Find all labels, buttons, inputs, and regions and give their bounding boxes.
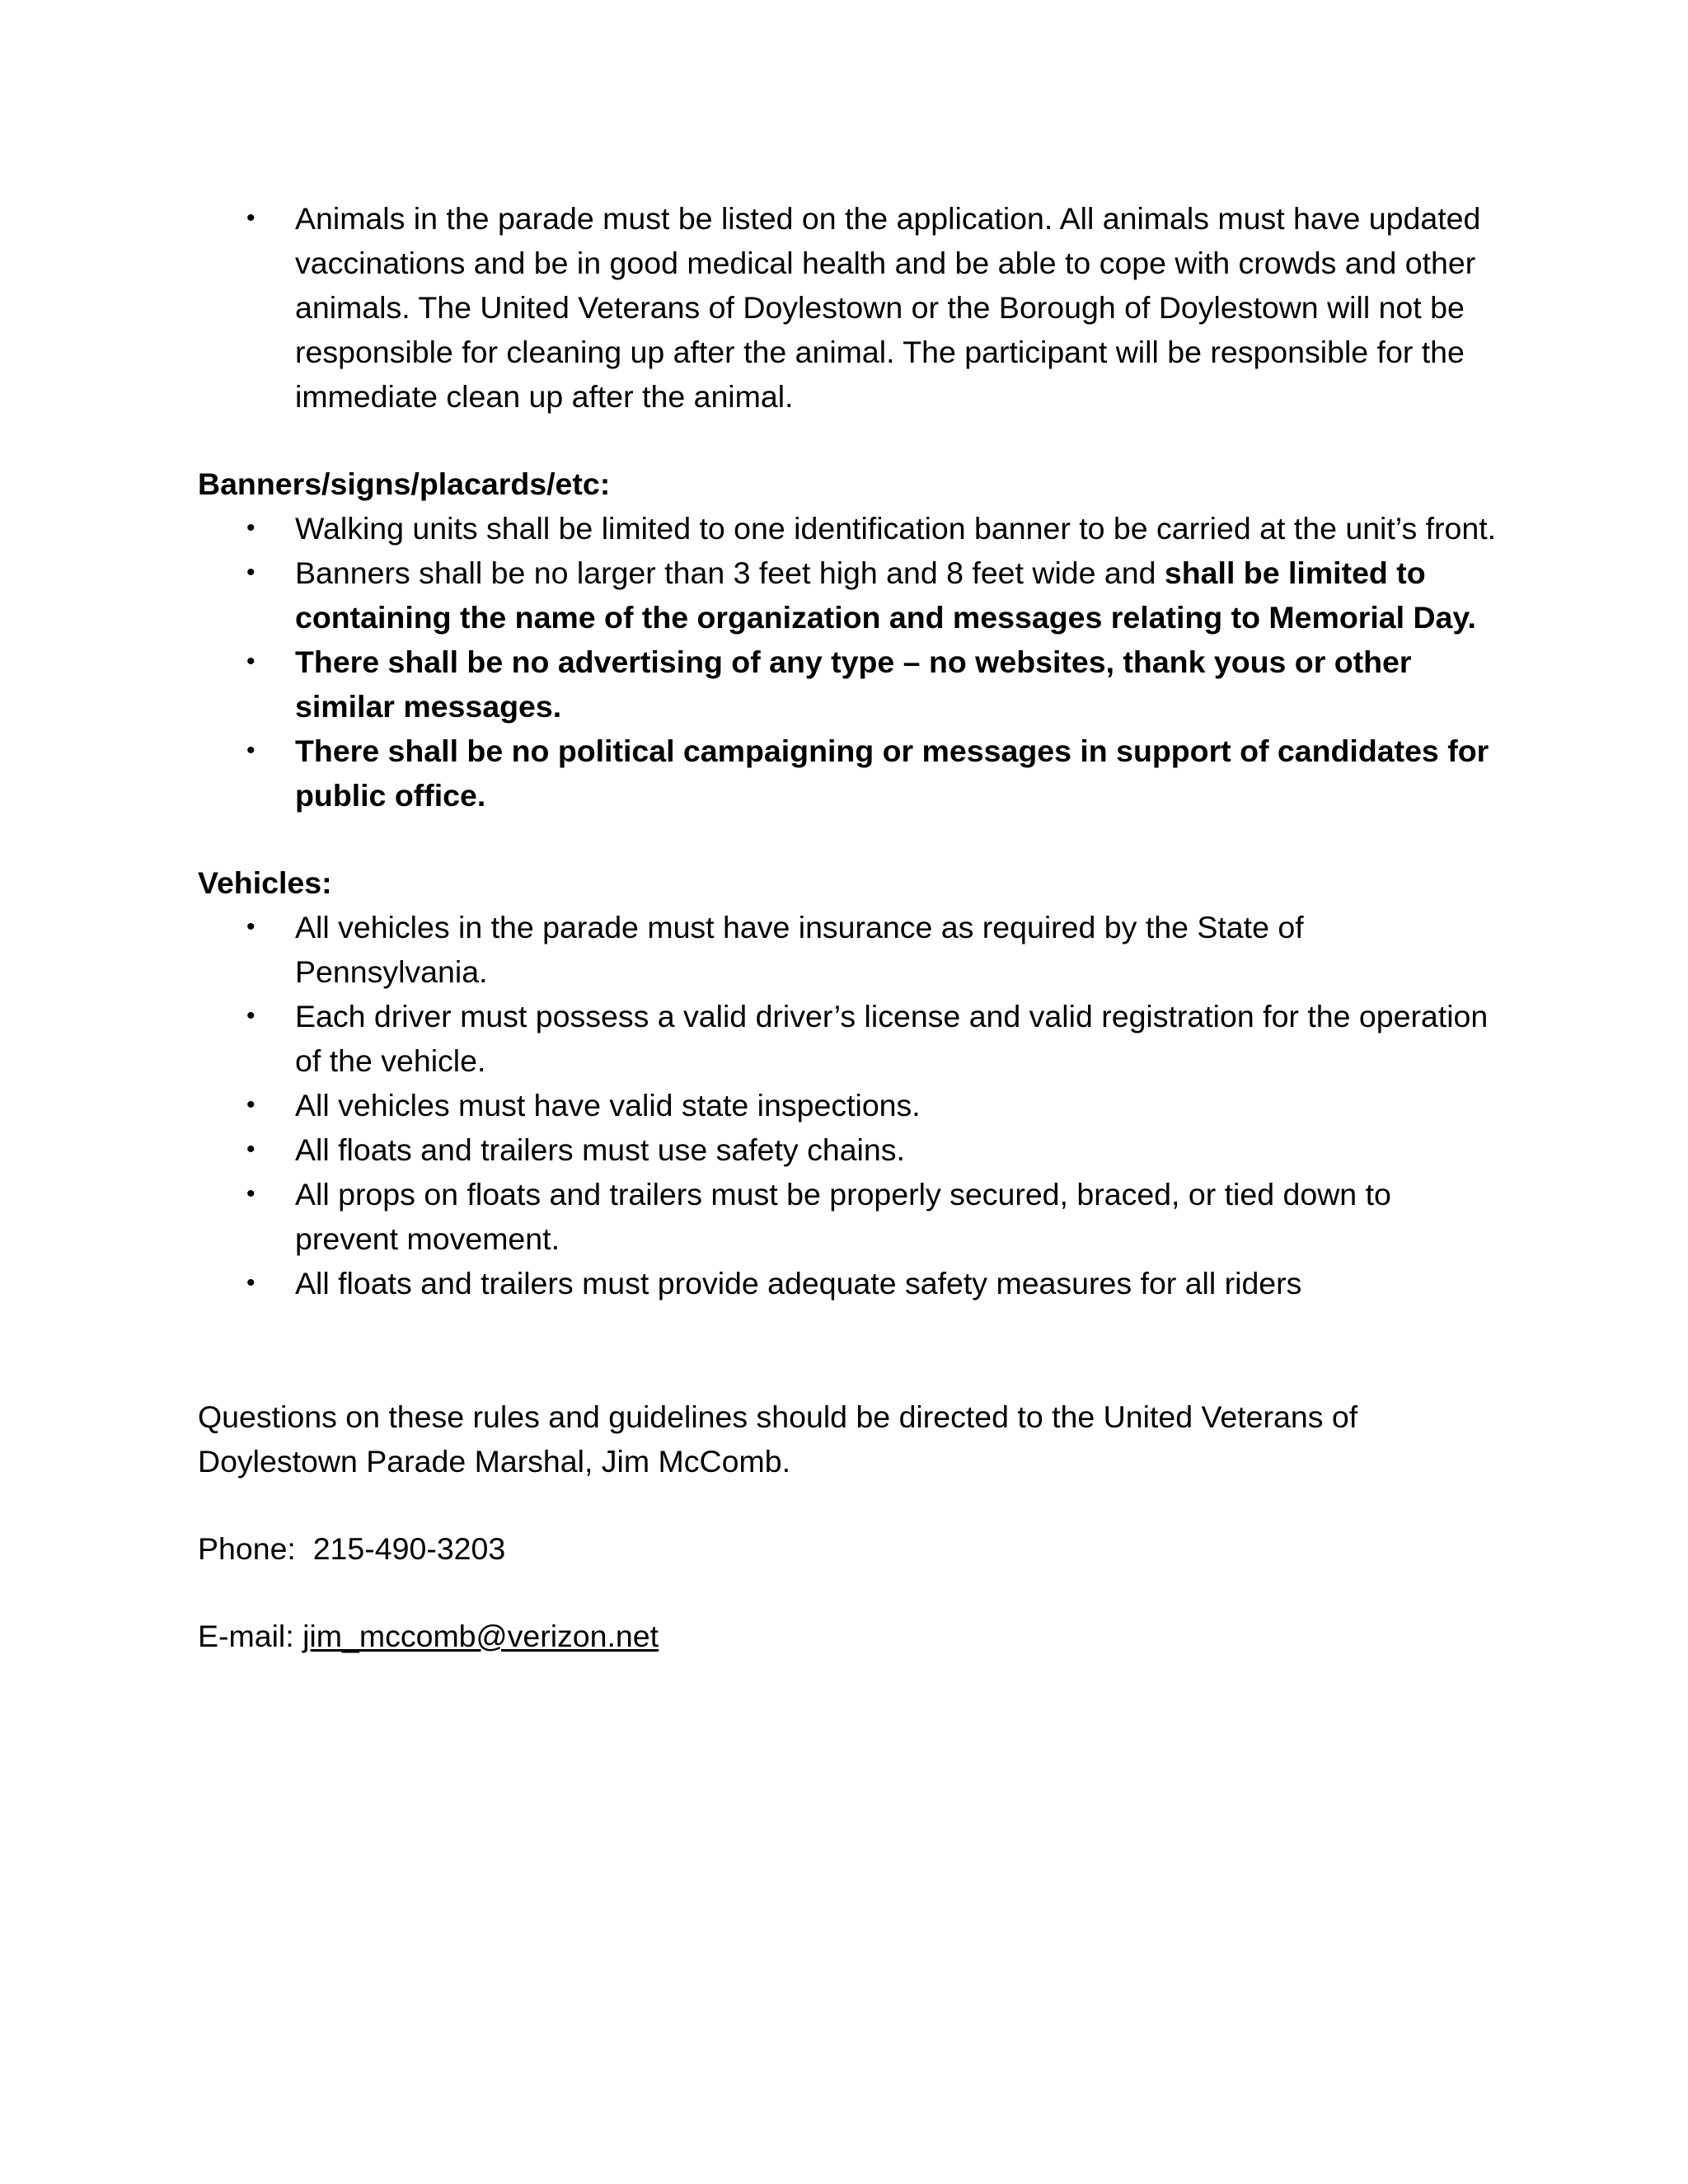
- phone-number: 215-490-3203: [312, 1531, 506, 1566]
- list-item-bold-text: There shall be no political campaigning or messages in support of candidates for public office.: [295, 733, 1489, 813]
- list-item: [198, 1261, 1500, 1305]
- animals-list: [198, 196, 1500, 419]
- vehicles-heading: Vehicles:: [198, 865, 332, 900]
- list-item-text: All props on floats and trailers must be properly secured, braced, or tied down to prevent movement.: [295, 1177, 1391, 1256]
- list-item-text: All floats and trailers must use safety chains.: [295, 1132, 905, 1167]
- bullet-icon: •: [246, 648, 256, 675]
- banners-list: [198, 506, 1500, 818]
- list-item: [198, 196, 1500, 419]
- list-item-text: All vehicles in the parade must have insurance as required by the State of Pennsylvania.: [295, 910, 1304, 989]
- list-item: [198, 506, 1500, 551]
- bullet-icon: •: [246, 1180, 256, 1207]
- vehicles-list: [198, 905, 1500, 1305]
- email-line: [198, 1614, 1500, 1658]
- bullet-icon: •: [246, 737, 256, 764]
- email-link[interactable]: jim_mccomb@verizon.net: [302, 1619, 659, 1653]
- list-item-bold-text: shall be limited to containing the name of the organization and messages relating to Memorial Day.: [295, 555, 1476, 635]
- list-item-text: Banners shall be no larger than 3 feet high and 8 feet wide and: [295, 555, 1165, 590]
- list-item: [198, 994, 1500, 1083]
- list-item: [198, 905, 1500, 994]
- document-page: [198, 196, 1500, 1658]
- bullet-icon: •: [246, 559, 256, 586]
- bullet-icon: •: [246, 913, 256, 940]
- email-label: E-mail:: [198, 1619, 303, 1653]
- bullet-icon: •: [246, 1136, 256, 1163]
- list-item: [198, 640, 1500, 729]
- phone-label: Phone:: [198, 1531, 313, 1566]
- list-item-bold-text: There shall be no advertising of any type – no websites, thank yous or other similar messages.: [295, 644, 1412, 724]
- bullet-icon: •: [246, 1002, 256, 1029]
- list-item: [198, 729, 1500, 818]
- bullet-icon: •: [246, 1269, 256, 1296]
- list-item: [198, 551, 1500, 640]
- bullet-icon: •: [246, 514, 256, 541]
- list-item: [198, 1127, 1500, 1172]
- banners-heading: Banners/signs/placards/etc:: [198, 466, 611, 501]
- bullet-icon: •: [246, 204, 256, 232]
- questions-paragraph: Questions on these rules and guidelines should be directed to the United Veterans of Doylestown Parade Marshal, Jim McComb.: [198, 1399, 1358, 1479]
- list-item-text: All floats and trailers must provide adequate safety measures for all riders: [295, 1266, 1302, 1301]
- list-item-text: Walking units shall be limited to one identification banner to be carried at the unit’s front.: [295, 511, 1497, 546]
- list-item: [198, 1083, 1500, 1127]
- list-item-text: All vehicles must have valid state inspections.: [295, 1088, 921, 1122]
- list-item: [198, 1172, 1500, 1261]
- list-item-text: Each driver must possess a valid driver’s license and valid registration for the operation of the vehicle.: [295, 999, 1489, 1078]
- list-item-text: Animals in the parade must be listed on the application. All animals must have updated vaccinations and be in good medical health and be able to cope with crowds and other animals. The United Veterans of Doylestown or the Borough of Doylestown will not be responsible for cleaning up after the animal. The participant will be responsible for the immediate clean up after the animal.: [295, 201, 1481, 414]
- phone-line: [198, 1526, 1500, 1571]
- bullet-icon: •: [246, 1091, 256, 1118]
